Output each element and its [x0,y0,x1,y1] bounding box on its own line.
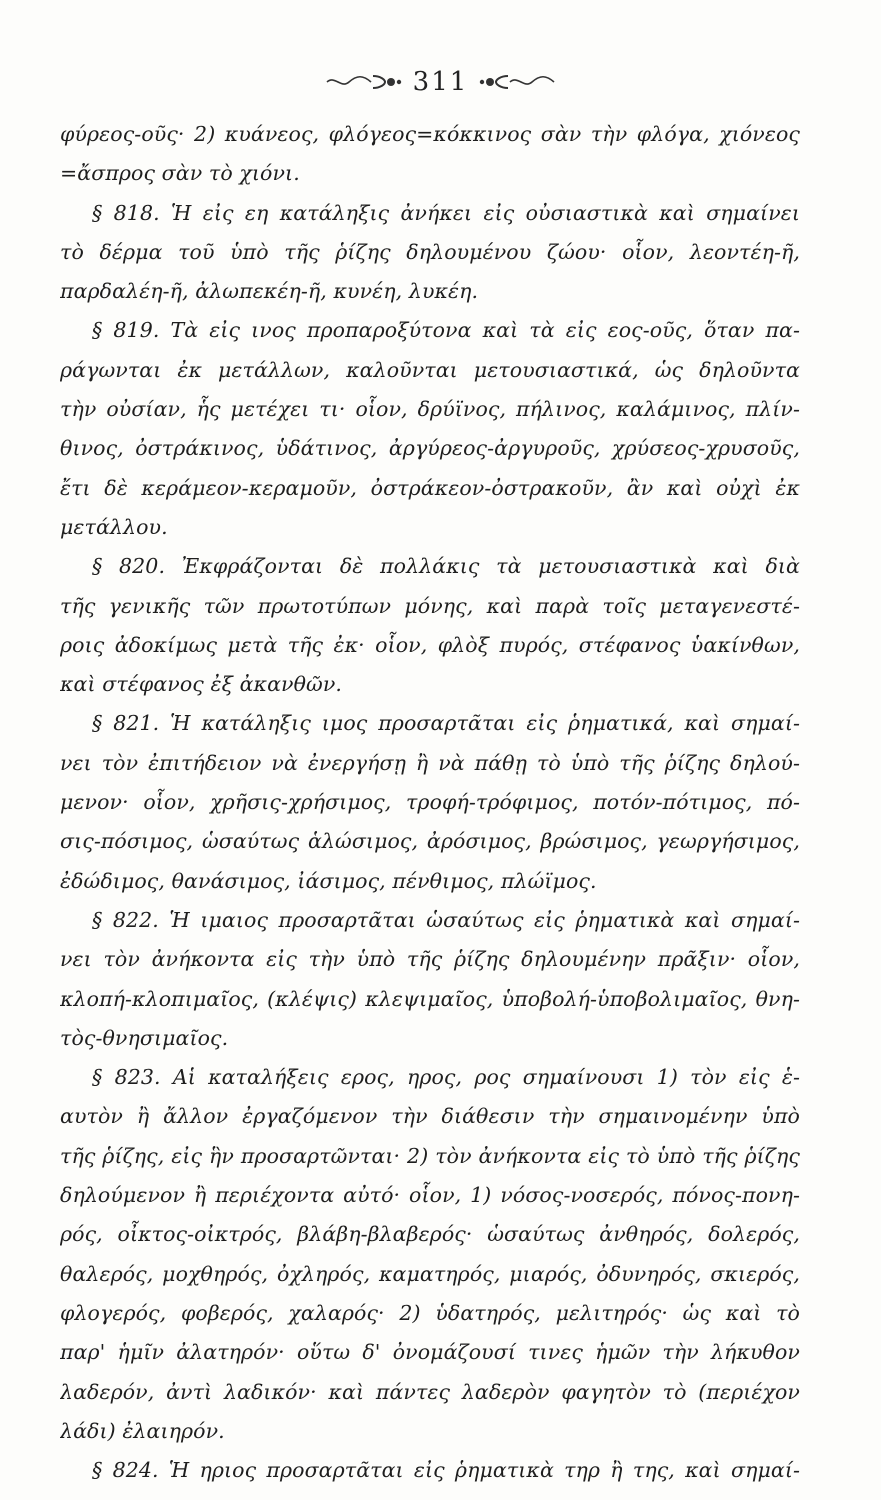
ornament-left-icon [323,71,403,93]
text-line: ἔτι δὲ κεράμεον-κεραμοῦν, ὀστράκεον-ὀστρακοῦν, ἂν καὶ οὐχὶ ἐκ [60,475,800,500]
text-line: =ἄσπρος σὰν τὸ χιόνι. [60,161,300,186]
text-line: φύρεος-οῦς· 2) κυάνεος, φλόγεος=κόκκινος σὰν τὴν φλόγα, χιόνεος [60,122,800,146]
text-line: § 818. Ἡ εἰς εη κατάληξις ἀνήκει εἰς οὐσιαστικὰ καὶ σημαίνει [92,200,800,225]
text-line: κλοπή-κλοπιμαῖος, (κλέψις) κλεψιμαῖος, ὑποβολή-ὑποβολιμαῖος, θνη- [60,986,800,1011]
text-line: § 819. Τὰ εἰς ινος προπαροξύτονα καὶ τὰ εἰς εος-οῦς, ὅταν πα- [92,318,800,343]
text-line: τὸ δέρμα τοῦ ὑπὸ τῆς ῥίζης δηλουμένου ζώου· οἷον, λεοντέη-ῆ, [60,239,800,264]
text-line: § 823. Αἱ καταλήξεις ερος, ηρος, ρος σημαίνουσι 1) τὸν εἰς ἑ- [92,1065,800,1090]
text-line: θαλερός, μοχθηρός, ὀχληρός, καματηρός, μιαρός, ὀδυνηρός, σκιερός, [60,1261,800,1286]
text-line: ἐδώδιμος, θανάσιμος, ἰάσιμος, πένθιμος, πλώϊμος. [60,868,597,893]
page-number: 311 [412,67,469,97]
text-line: § 820. Ἐκφράζονται δὲ πολλάκις τὰ μετουσιαστικὰ καὶ διὰ [92,554,800,579]
text-line: § 824. Ἡ ηριος προσαρτᾶται εἰς ῥηματικὰ τηρ ἢ της, καὶ σημαί- [92,1458,800,1483]
text-line: φλογερός, φοβερός, χαλαρός· 2) ὑδατηρός, μελιτηρός· ὡς καὶ τὸ [60,1300,800,1325]
text-line: παρ' ἡμῖν ἀλατηρόν· οὕτω δ' ὀνομάζουσί τινες ἡμῶν τὴν λήκυθον [60,1340,800,1365]
text-line: δηλούμενον ἢ περιέχοντα αὐτό· οἷον, 1) νόσος-νοσερός, πόνος-πονη- [60,1183,800,1208]
text-line: καὶ στέφανος ἐξ ἀκανθῶν. [60,672,343,697]
text-line: λαδερόν, ἀντὶ λαδικόν· καὶ πάντες λαδερὸν φαγητὸν τὸ (περιέχον [60,1379,800,1404]
text-line: παρδαλέη-ῆ, ἀλωπεκέη-ῆ, κυνέη, λυκέη. [60,279,479,304]
text-line: νει τὸν ἐπιτήδειον νὰ ἐνεργήσῃ ἢ νὰ πάθῃ τὸ ὑπὸ τῆς ῥίζης δηλού- [60,750,800,775]
text-line: ρός, οἶκτος-οἰκτρός, βλάβη-βλαβερός· ὡσαύτως ἀνθηρός, δολερός, [60,1222,800,1247]
text-line: θινος, ὀστράκινος, ὑδάτινος, ἀργύρεος-ἀργυροῦς, χρύσεος-χρυσοῦς, [60,436,800,461]
text-line: νει τὸν ἀνήκοντα εἰς τὴν ὑπὸ τῆς ῥίζης δηλουμένην πρᾶξιν· οἷον, [60,947,800,972]
text-line: μετάλλου. [60,514,168,539]
text-line: αυτὸν ἢ ἄλλον ἐργαζόμενον τὴν διάθεσιν τὴν σημαινομένην ὑπὸ [60,1104,800,1129]
text-line: μενον· οἷον, χρῆσις-χρήσιμος, τροφή-τρόφιμος, ποτόν-πότιμος, πό- [60,790,800,815]
text-line: τὸς-θνησιμαῖος. [60,1025,229,1050]
text-line: τὴν οὐσίαν, ἧς μετέχει τι· οἷον, δρύϊνος, πήλινος, καλάμινος, πλίν- [60,397,800,422]
text-line: ράγωνται ἐκ μετάλλων, καλοῦνται μετουσιαστικά, ὡς δηλοῦντα [60,357,800,382]
text-line: § 822. Ἡ ιμαιος προσαρτᾶται ὡσαύτως εἰς ῥηματικὰ καὶ σημαί- [92,907,800,932]
text-line: τῆς ῥίζης, εἰς ἣν προσαρτῶνται· 2) τὸν ἀνήκοντα εἰς τὸ ὑπὸ τῆς ῥίζης [60,1143,800,1168]
text-line: σις-πόσιμος, ὡσαύτως ἁλώσιμος, ἀρόσιμος, βρώσιμος, γεωργήσιμος, [60,829,800,854]
page-header [0,62,881,102]
body-text [60,115,800,1490]
ornament-right-icon [478,71,558,93]
text-line: τῆς γενικῆς τῶν πρωτοτύπων μόνης, καὶ παρὰ τοῖς μεταγενεστέ- [60,593,800,618]
text-line: λάδι) ἐλαιηρόν. [60,1418,225,1443]
text-line: § 821. Ἡ κατάληξις ιμος προσαρτᾶται εἰς ῥηματικά, καὶ σημαί- [92,711,800,736]
text-line: ροις ἀδοκίμως μετὰ τῆς ἐκ· οἷον, φλὸξ πυρός, στέφανος ὑακίνθων, [60,632,800,657]
